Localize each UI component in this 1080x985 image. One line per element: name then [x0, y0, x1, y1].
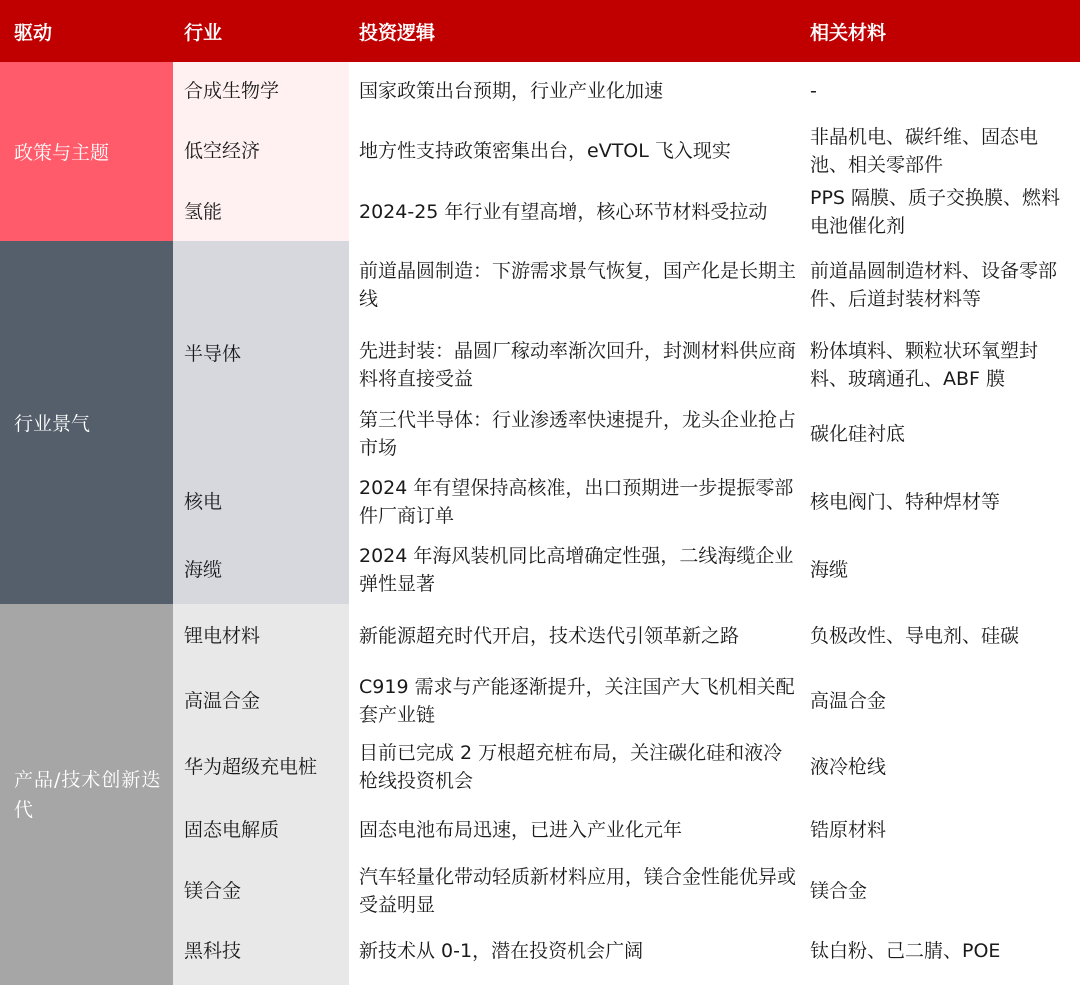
materials-cell: 钛白粉、己二腈、POE — [810, 940, 1001, 962]
logic-cell: 新技术从 0-1，潜在投资机会广阔 — [359, 940, 644, 962]
industry-cell: 海缆 — [184, 559, 223, 581]
industry-cell: 半导体 — [184, 343, 242, 365]
materials-cell: 非晶机电、碳纤维、固态电池、相关零部件 — [810, 126, 1039, 176]
logic-cell: 固态电池布局迅速，已进入产业化元年 — [359, 819, 683, 841]
logic-cell: 2024-25 年行业有望高增，核心环节材料受拉动 — [359, 200, 768, 223]
driver-cell: 政策与主题 — [0, 62, 173, 241]
materials-cell: 前道晶圆制造材料、设备零部件、后道封装材料等 — [810, 260, 1058, 310]
logic-cell: 目前已完成 2 万根超充桩布局，关注碳化硅和液冷枪线投资机会 — [359, 742, 783, 792]
logic-cell: 前道晶圆制造：下游需求景气恢复，国产化是长期主线 — [359, 260, 797, 310]
industry-cell: 锂电材料 — [184, 625, 261, 647]
industry-cell: 镁合金 — [184, 880, 242, 902]
materials-cell: 海缆 — [810, 559, 849, 581]
industry-cell: 合成生物学 — [184, 80, 280, 102]
industry-cell: 固态电解质 — [184, 819, 280, 841]
materials-cell: PPS 隔膜、质子交换膜、燃料电池催化剂 — [810, 186, 1061, 237]
materials-cell: 碳化硅衬底 — [810, 423, 906, 445]
materials-cell: 负极改性、导电剂、硅碳 — [810, 625, 1020, 647]
industry-cell: 高温合金 — [184, 690, 261, 712]
driver-cell: 行业景气 — [0, 241, 173, 604]
materials-cell: - — [810, 80, 817, 102]
industry-cell: 低空经济 — [184, 140, 261, 162]
industry-cell: 氢能 — [184, 200, 223, 223]
logic-cell: 第三代半导体：行业渗透率快速提升，龙头企业抢占市场 — [359, 409, 797, 459]
logic-cell: 先进封装：晶圆厂稼动率渐次回升，封测材料供应商料将直接受益 — [359, 340, 797, 390]
industry-cell: 核电 — [184, 490, 223, 513]
materials-cell: 锆原材料 — [810, 819, 887, 841]
logic-cell: C919 需求与产能逐渐提升，关注国产大飞机相关配套产业链 — [359, 676, 795, 726]
logic-cell: 2024 年海风装机同比高增确定性强，二线海缆企业弹性显著 — [359, 545, 794, 595]
materials-cell: 液冷枪线 — [810, 756, 887, 778]
materials-cell: 高温合金 — [810, 690, 887, 712]
logic-cell: 新能源超充时代开启，技术迭代引领革新之路 — [359, 625, 740, 647]
materials-cell: 粉体填料、颗粒状环氧塑封料、玻璃通孔、ABF 膜 — [810, 340, 1039, 390]
header-driver: 驱动 — [14, 21, 53, 44]
industry-cell: 华为超级充电桩 — [184, 756, 318, 778]
logic-cell: 2024 年有望保持高核准，出口预期进一步提振零部件厂商订单 — [359, 476, 794, 527]
logic-cell: 地方性支持政策密集出台，eVTOL 飞入现实 — [359, 140, 731, 162]
materials-cell: 镁合金 — [810, 880, 868, 902]
header-materials: 相关材料 — [810, 21, 887, 44]
table-header — [0, 0, 1080, 62]
logic-cell: 国家政策出台预期，行业产业化加速 — [359, 80, 664, 102]
logic-cell: 汽车轻量化带动轻质新材料应用，镁合金性能优异或受益明显 — [359, 866, 797, 916]
header-industry: 行业 — [184, 21, 223, 44]
industry-cell: 黑科技 — [184, 940, 242, 962]
header-logic: 投资逻辑 — [359, 21, 436, 44]
materials-cell: 核电阀门、特种焊材等 — [810, 490, 1001, 513]
driver-cell: 产品/技术创新迭代 — [0, 604, 173, 985]
